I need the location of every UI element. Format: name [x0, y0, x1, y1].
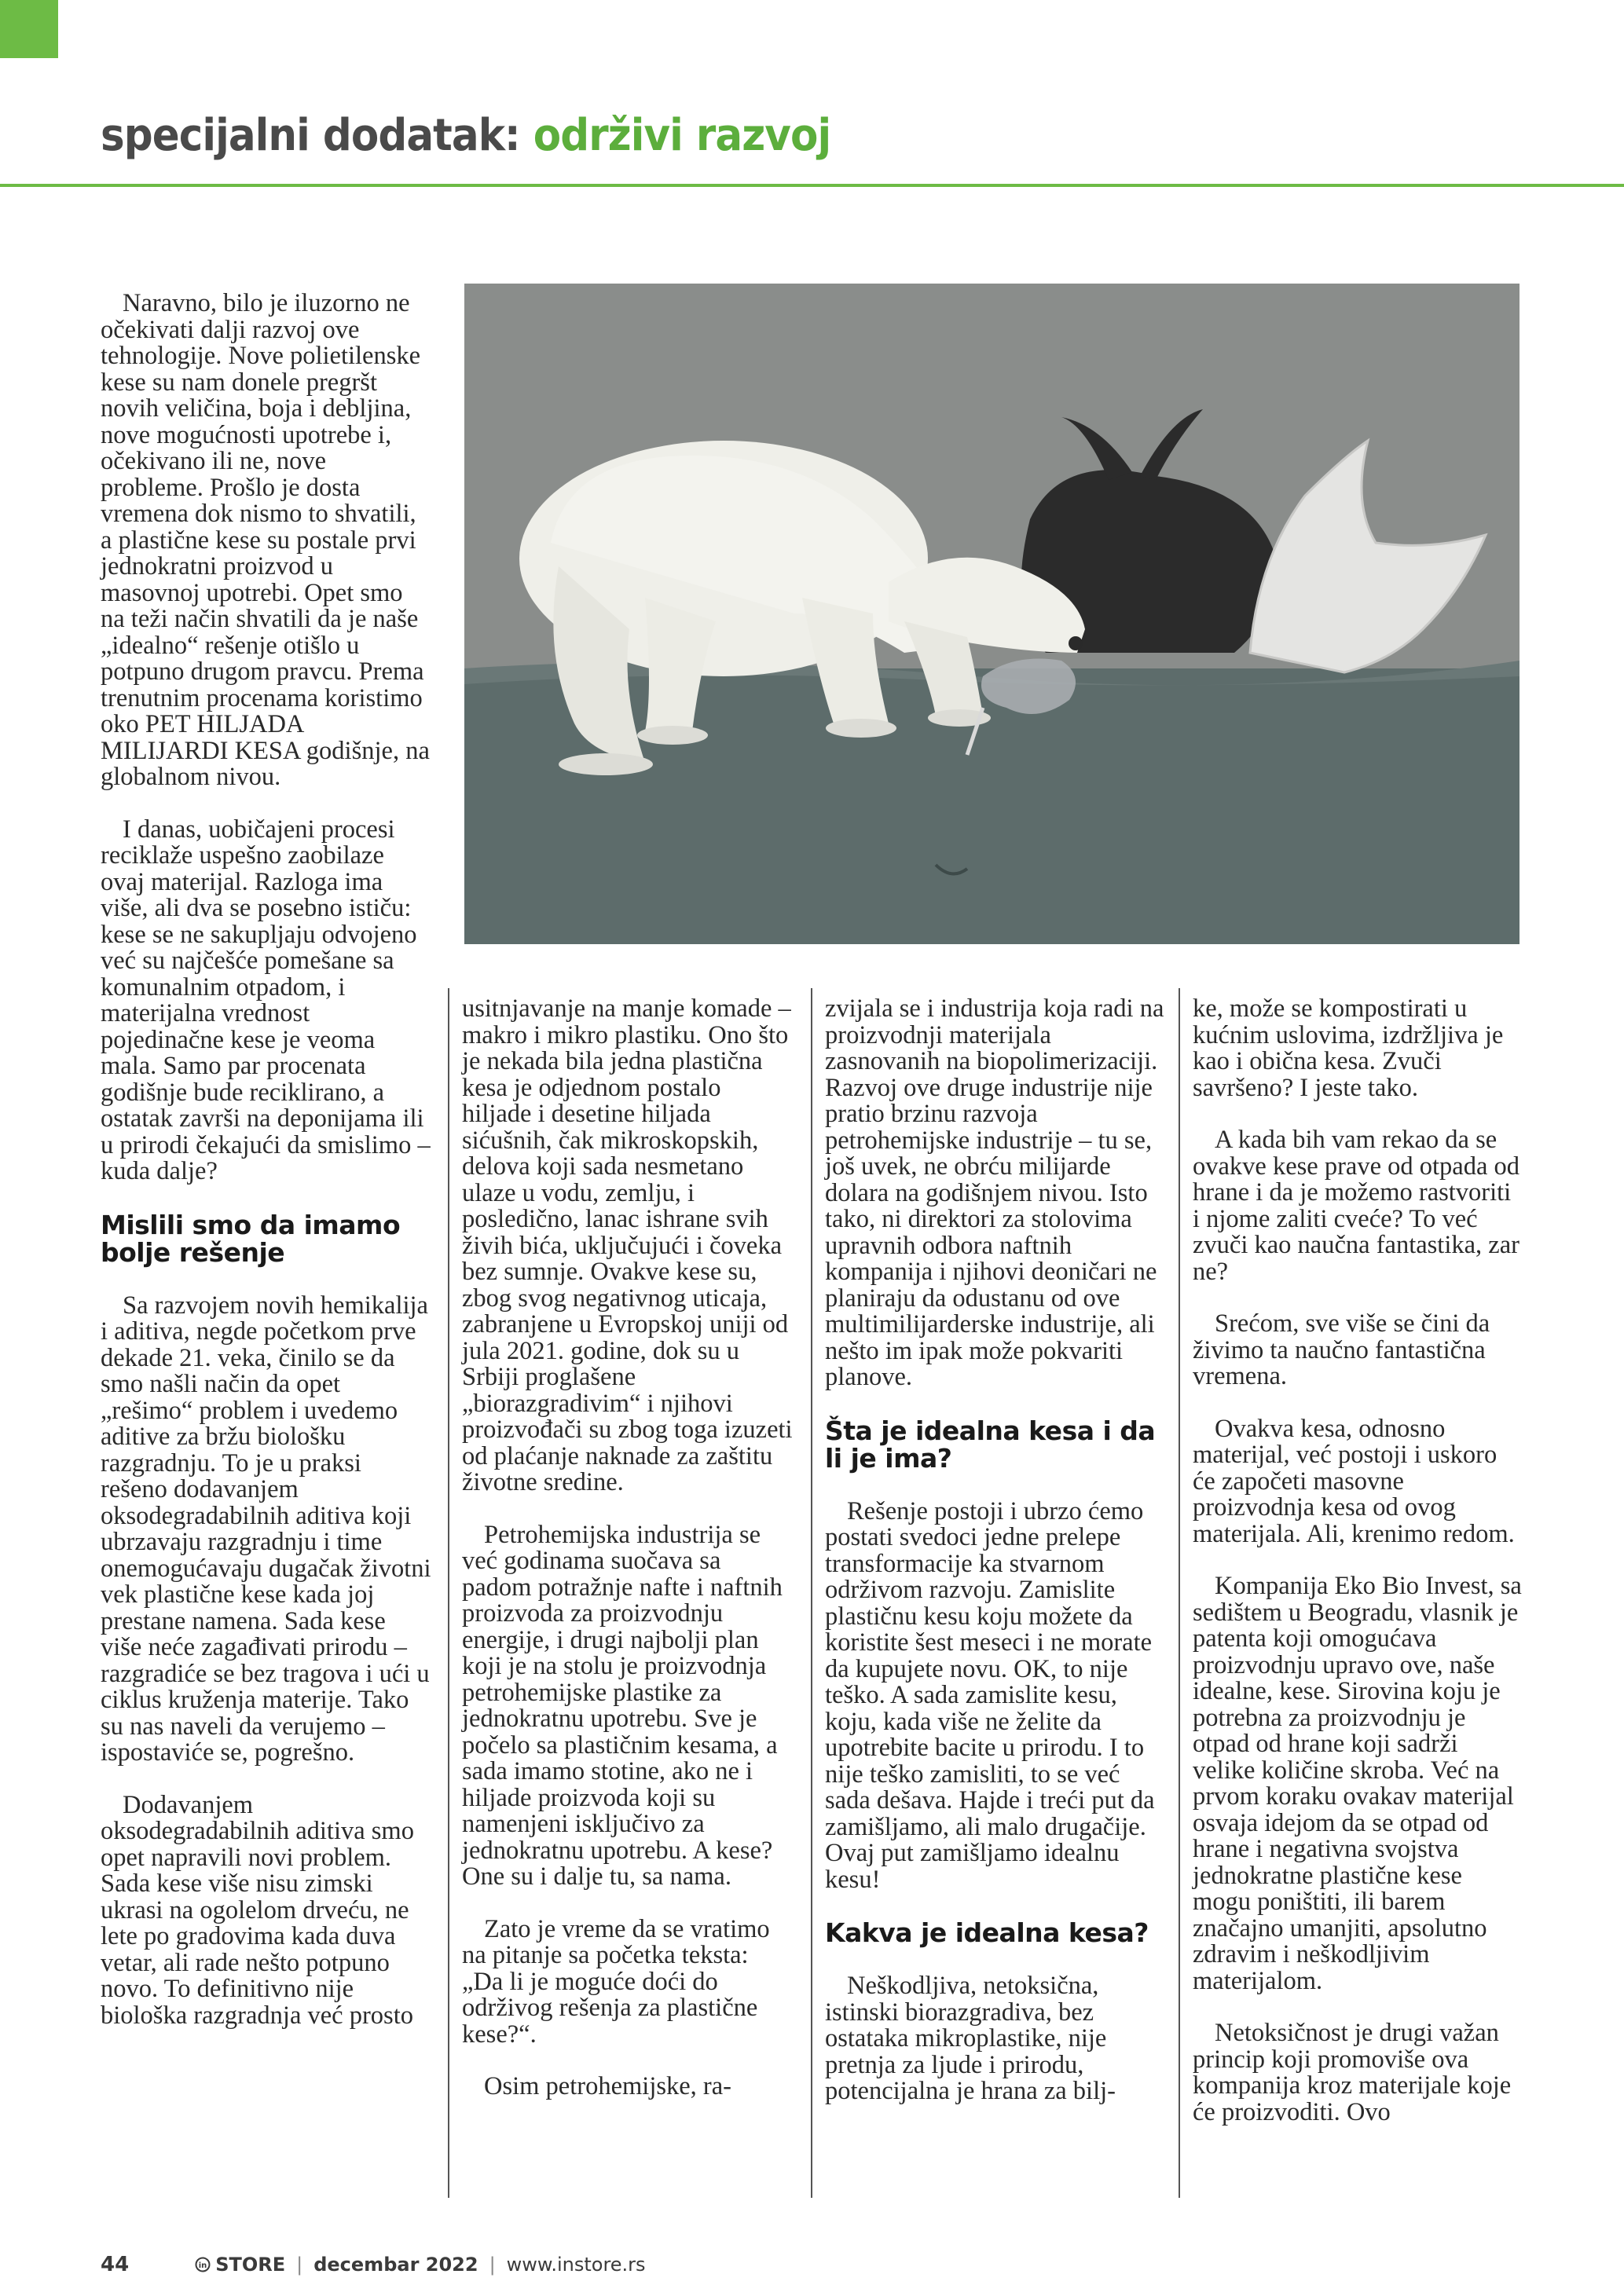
page-number: 44: [101, 2253, 130, 2276]
website-link[interactable]: www.instore.rs: [506, 2254, 646, 2276]
paragraph: Srećom, sve više se čini da živimo ta naučno fantastična vremena.: [1193, 1309, 1490, 1390]
column-divider: [1179, 988, 1180, 2198]
footer-separator: |: [296, 2254, 303, 2276]
paragraph: Dodavanjem oksodegradabilnih aditiva smo opet napravili novi problem. Sada kese više nisu zimski ukrasi na ogolelom drveću, ne lete po gradovima kada duva vetar, ali rade nešto potpuno novo. To definitivno nije biološka razgradnja već prosto: [101, 1790, 414, 2030]
paragraph: Rešenje postoji i ubrzo ćemo postati svedoci jedne prelepe transformacije ka stvarnom održivom razvoju. Zamislite plastičnu kesu koju možete da koristite šest meseci i ne morate da kupujete novu. OK, to nije teško. A sada zamislite kesu, koju, kada više ne želite da upotrebite bacite u prirodu. I to nije teško zamisliti, to se već sada dešava. Hajde i treći put da zamišljamo, ali malo drugačije. Ovaj put zamišljamo idealnu kesu!: [825, 1496, 1155, 1894]
column-2: [462, 996, 794, 2126]
subheading: Kakva je idealna kesa?: [825, 1917, 1149, 1948]
column-divider: [811, 988, 812, 2198]
section-header: [101, 110, 830, 161]
column-divider: [448, 988, 449, 2198]
paragraph: ke, može se kompostirati u kućnim uslovima, izdržljiva je kao i obična kesa. Zvuči savršeno? I jeste tako.: [1193, 994, 1504, 1102]
subheading: Mislili smo da imamo bolje rešenje: [101, 1209, 401, 1268]
paragraph: Naravno, bilo je iluzorno ne očekivati dalji razvoj ove tehnologije. Nove polietilenske kese su nam donele pregršt novih veličina, boja i debljina, nove mogućnosti upotrebe i, očekivano ili ne, nove probleme. Prošlo je dosta vremena dok nismo to shvatili, a plastične kese su postale prvi jednokratni proizvod u masovnoj upotrebi. Opet smo na teži način shvatili da je naše „idealno“ rešenje otišlo u potpuno drugom pravcu. Prema trenutnim procenama koristimo oko PET HILJADA MILIJARDI KESA godišnje, na globalnom nivou.: [101, 289, 430, 791]
header-rule: [0, 184, 1624, 187]
paragraph: Osim petrohemijske, ra-: [484, 2072, 731, 2100]
paragraph: A kada bih vam rekao da se ovakve kese prave od otpada od hrane i da je možemo rastvoriti i njome zaliti cveće? To već zvuči kao naučna fantastika, zar ne?: [1193, 1126, 1520, 1286]
paragraph: zvijala se i industrija koja radi na proizvodnji materijala zasnovanih na biopolimerizaciji. Razvoj ove druge industrije nije pratio brzinu razvoja petrohemijske industrije – tu se, još uvek, ne obrću milijarde dolara na godišnjem nivou. Isto tako, ni direktori za stolovima upravnih odbora naftnih kompanija i njihovi deoničari ne planiraju da odustanu od ove multimilijarderske industrije, ali nešto im ipak može pokvariti planove.: [825, 994, 1164, 1391]
column-3: [825, 996, 1164, 2131]
page-footer: [101, 2253, 646, 2276]
column-1: [101, 291, 432, 2055]
paragraph: Kompanija Eko Bio Invest, sa sedištem u Beogradu, vlasnik je patenta koji omogućava proizvodnju upravo ove, naše idealne, kese. Sirovina koju je potrebna za proizvodnju je otpad od hrane koji sadrži velike količine skroba. Već na prvom koraku ovakav materijal osvaja idejom da se otpad od hrane i negativna svojstva jednokratne plastične kese mogu poništiti, ili barem značajno umanjiti, apsolutno zdravim i neškodljivim materijalom.: [1193, 1572, 1522, 1995]
paragraph: Petrohemijska industrija se već godinama suočava sa padom potražnje nafte i naftnih proizvoda za proizvodnju energije, i drugi najbolji plan koji je na stolu je proizvodnja petrohemijske plastike za jednokratnu upotrebu. Sve je počelo sa plastičnim kesama, a sada imamo stotine, ako ne i hiljade proizvoda koji su namenjeni isključivo za jednokratnu upotrebu. A kese? One su i dalje tu, sa nama.: [462, 1520, 783, 1891]
magazine-logo: [195, 2254, 285, 2276]
footer-separator: |: [489, 2254, 496, 2276]
logo-text: STORE: [215, 2254, 286, 2276]
paragraph: usitnjavanje na manje komade – makro i mikro plastiku. Ono što je nekada bila jedna plastična kesa je odjednom postalo hiljade i desetine hiljada sićušnih, čak mikroskopskih, delova koji sada nesmetano ulaze u vodu, zemlju, i posledično, lanac ishrane svih živih bića, uključujući i čoveka bez sumnje. Ovakve kese su, zbog svog negativnog uticaja, zabranjene u Evropskoj uniji od jula 2021. godine, dok su u Srbiji proglašene „biorazgradivim“ i njihovi proizvođači su zbog toga izuzeti od plaćanje naknade za zaštitu životne sredine.: [462, 994, 793, 1496]
paragraph: Neškodljiva, netoksična, istinski biorazgradiva, bez ostataka mikroplastike, nije pretnja za ljude i prirodu, potencijalna je hrana za bilj-: [825, 1972, 1116, 2105]
svg-text:in: in: [198, 2261, 207, 2270]
subheading: Šta je idealna kesa i da li je ima?: [825, 1415, 1156, 1474]
paragraph: Zato je vreme da se vratimo na pitanje sa početka teksta: „Da li je moguće doći do održivog rešenja za plastične kese?“.: [462, 1914, 770, 2049]
polar-bear-illustration: [464, 284, 1520, 944]
in-logo-icon: [195, 2257, 211, 2272]
paragraph: Ovakva kesa, odnosno materijal, već postoji i uskoro će započeti masovne proizvodnja kesa od ovog materijala. Ali, krenimo redom.: [1193, 1414, 1515, 1548]
header-kicker: specijalni dodatak:: [101, 110, 520, 161]
column-4: [1193, 996, 1524, 2151]
issue-date: decembar 2022: [313, 2254, 478, 2276]
paragraph: Sa razvojem novih hemikalija i aditiva, negde početkom prve dekade 21. veka, činilo se da smo našli način da opet „rešimo“ problem i uvedemo aditive za bržu biološku razgradnju. To je u praksi rešeno dodavanjem oksodegradabilnih aditiva koji ubrzavaju razgradnju i time onemogućavaju dugačak životni vek plastične kese kada joj prestane namena. Sada kese više neće zagađivati prirodu – razgradiće se bez tragova i ući u ciklus kruženja materije. Tako su nas naveli da verujemo – ispostaviće se, pogrešno.: [101, 1291, 431, 1767]
paragraph: I danas, uobičajeni procesi reciklaže uspešno zaobilaze ovaj materijal. Razloga ima više, ali dva se posebno ističu: kese se ne sakupljaju odvojeno već su najčešće pomešane sa komunalnim otpadom, i materijalna vrednost pojedinačne kese je veoma mala. Samo par procenata godišnje bude reciklirano, a ostatak završi na deponijama ili u prirodi čekajući da smislimo – kuda dalje?: [101, 815, 431, 1185]
paragraph: Netoksičnost je drugi važan princip koji promoviše ova kompanija kroz materijale koje će proizvoditi. Ovo: [1193, 2019, 1512, 2126]
corner-accent-block: [0, 0, 58, 58]
header-accent: održivi razvoj: [533, 110, 831, 161]
